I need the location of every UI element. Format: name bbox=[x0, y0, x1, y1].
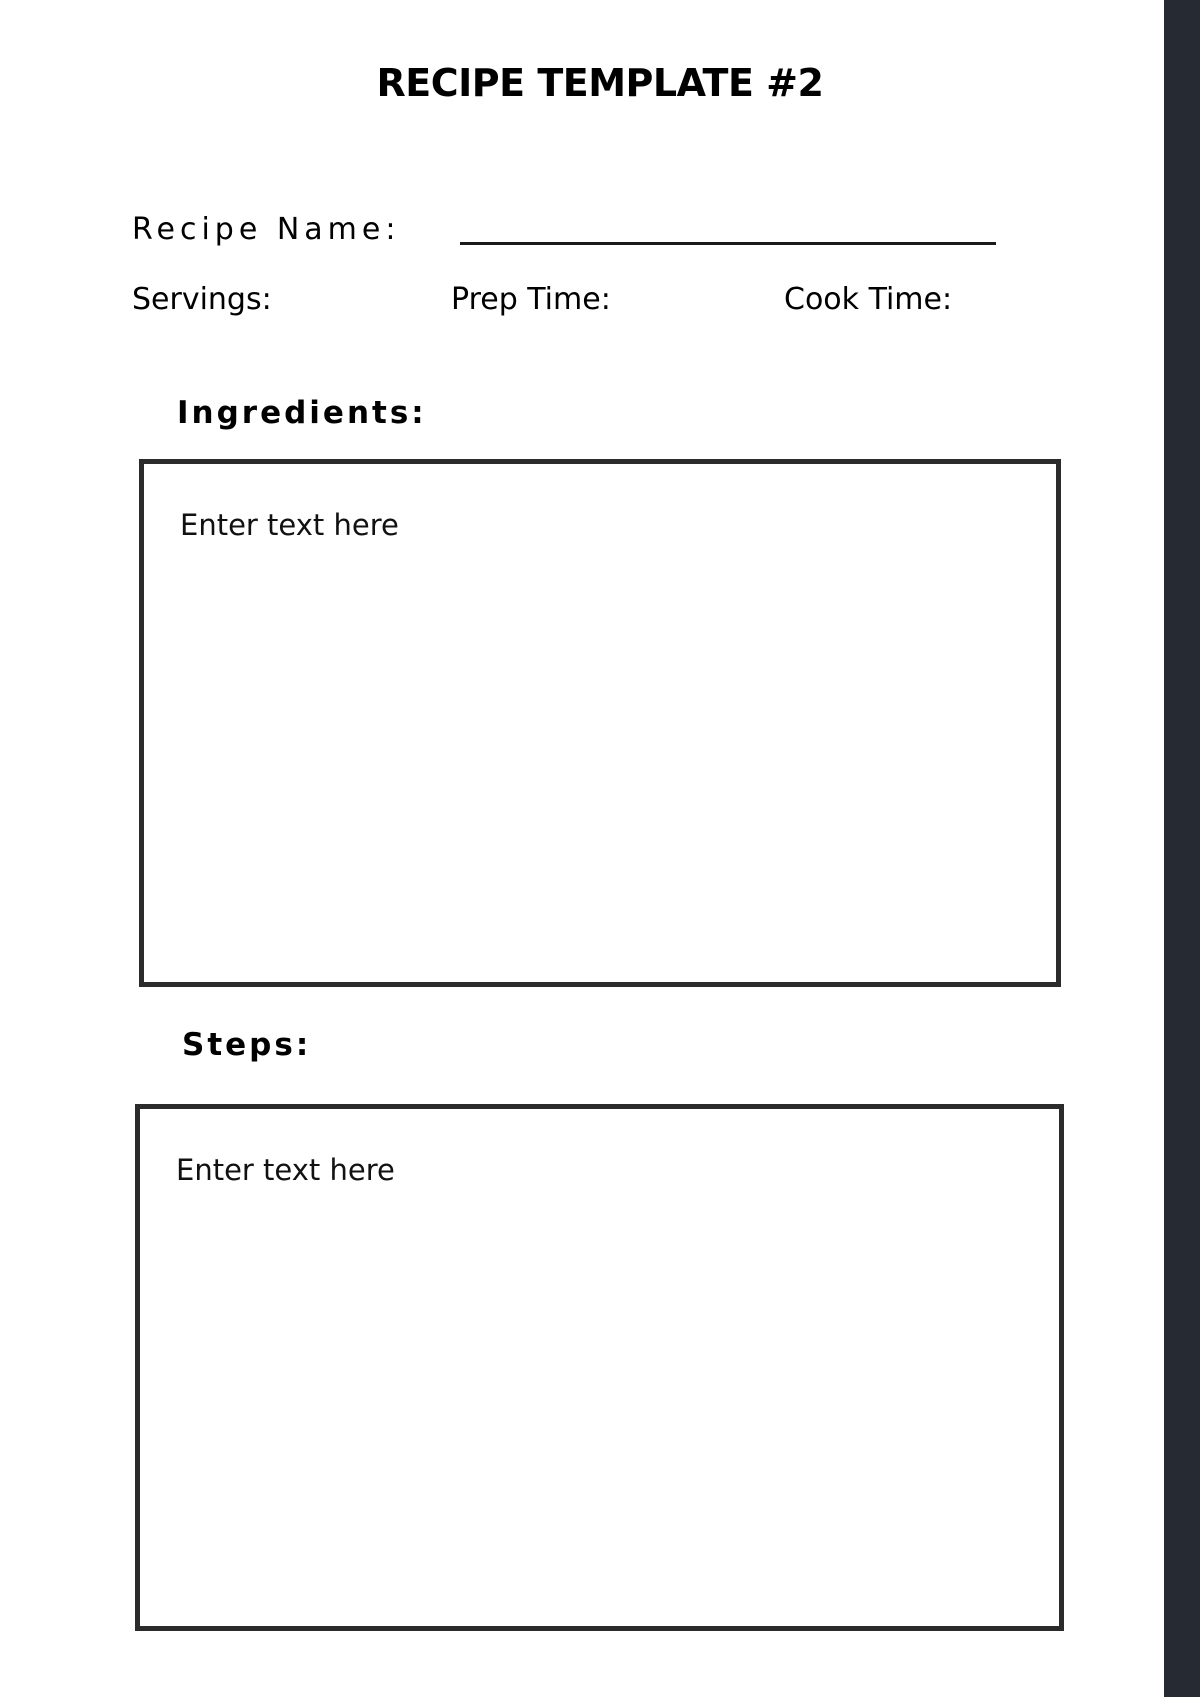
steps-placeholder[interactable]: Enter text here bbox=[176, 1153, 395, 1187]
steps-text-box[interactable] bbox=[135, 1104, 1064, 1631]
recipe-name-label: Recipe Name: bbox=[132, 212, 401, 247]
ingredients-heading: Ingredients: bbox=[177, 395, 427, 431]
ingredients-placeholder[interactable]: Enter text here bbox=[180, 508, 399, 542]
steps-heading: Steps: bbox=[182, 1027, 312, 1063]
recipe-name-input-line[interactable] bbox=[460, 242, 996, 245]
prep-time-label: Prep Time: bbox=[451, 282, 611, 317]
cook-time-label: Cook Time: bbox=[784, 282, 953, 317]
right-edge-bar bbox=[1164, 0, 1200, 1697]
page-title: RECIPE TEMPLATE #2 bbox=[376, 61, 824, 105]
servings-label: Servings: bbox=[132, 282, 272, 317]
ingredients-text-box[interactable] bbox=[139, 459, 1061, 987]
